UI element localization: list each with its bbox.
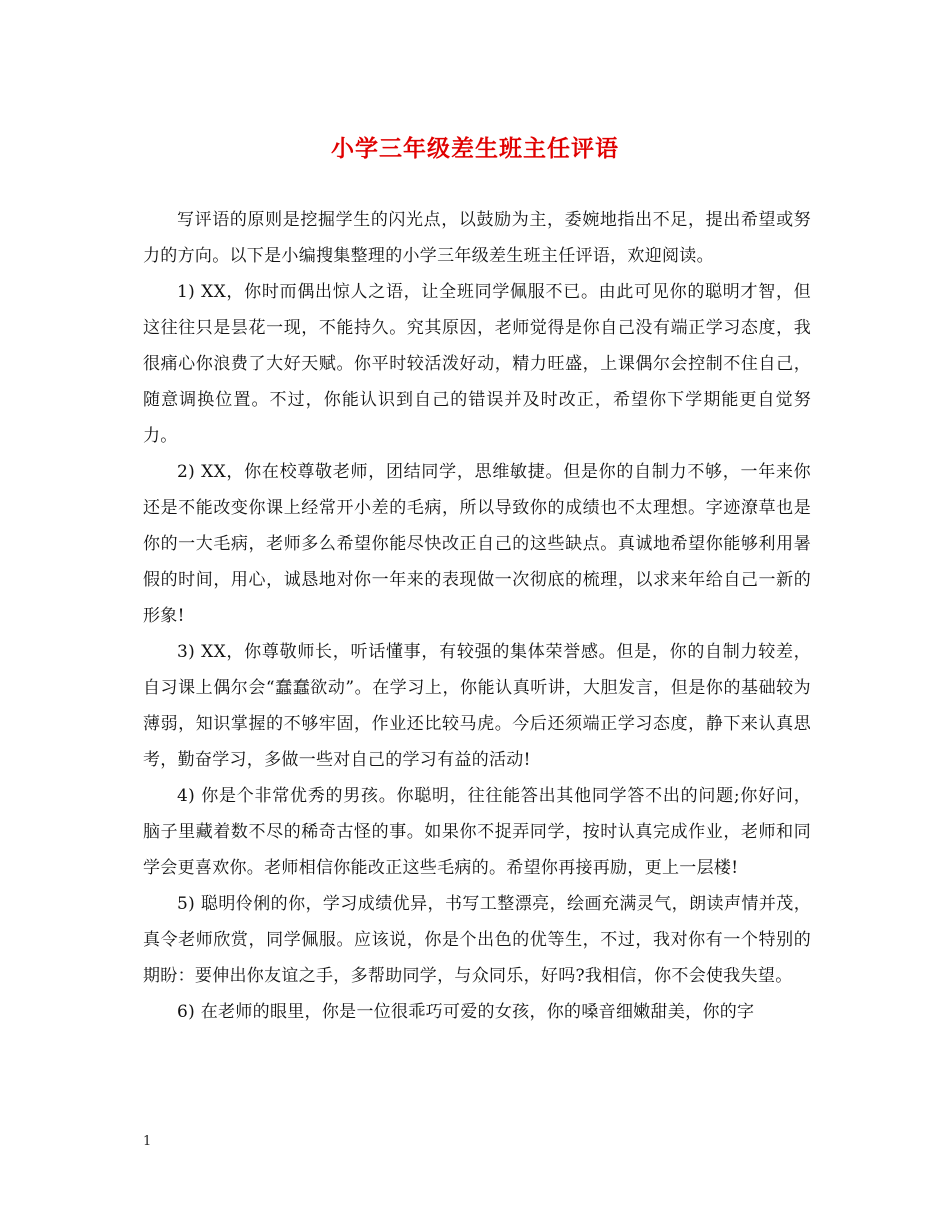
page-number: 1: [143, 1134, 152, 1149]
intro-paragraph: 写评语的原则是挖掘学生的闪光点，以鼓励为主，委婉地指出不足，提出希望或努力的方向。以下是小编搜集整理的小学三年级差生班主任评语，欢迎阅读。: [143, 210, 811, 266]
comment-paragraph-4: 4) 你是个非常优秀的男孩。你聪明，往往能答出其他同学答不出的问题;你好问，脑子里藏着数不尽的稀奇古怪的事。如果你不捉弄同学，按时认真完成作业，老师和同学会更喜欢你。老师相信你能改正这些毛病的。希望你再接再励，更上一层楼!: [143, 786, 811, 878]
document-body: [143, 202, 811, 1030]
comment-paragraph-1: 1) XX，你时而偶出惊人之语，让全班同学佩服不已。由此可见你的聪明才智，但这往往只是昙花一现，不能持久。究其原因，老师觉得是你自己没有端正学习态度，我很痛心你浪费了大好天赋。你平时较活泼好动，精力旺盛，上课偶尔会控制不住自己，随意调换位置。不过，你能认识到自己的错误并及时改正，希望你下学期能更自觉努力。: [143, 282, 811, 446]
document-title: 小学三年级差生班主任评语: [331, 135, 619, 162]
comment-paragraph-2: 2) XX，你在校尊敬老师，团结同学，思维敏捷。但是你的自制力不够，一年来你还是不能改变你课上经常开小差的毛病，所以导致你的成绩也不太理想。字迹潦草也是你的一大毛病，老师多么希望你能尽快改正自己的这些缺点。真诚地希望你能够利用暑假的时间，用心，诚恳地对你一年来的表现做一次彻底的梳理，以求来年给自己一新的形象!: [143, 462, 811, 626]
comment-paragraph-3: 3) XX，你尊敬师长，听话懂事，有较强的集体荣誉感。但是，你的自制力较差，自习课上偶尔会“蠢蠢欲动”。在学习上，你能认真听讲，大胆发言，但是你的基础较为薄弱，知识掌握的不够牢固，作业还比较马虎。今后还须端正学习态度，静下来认真思考，勤奋学习，多做一些对自己的学习有益的活动!: [143, 642, 811, 770]
comment-paragraph-6: 6) 在老师的眼里，你是一位很乖巧可爱的女孩，你的嗓音细嫩甜美，你的字: [177, 1002, 755, 1022]
comment-paragraph-5: 5) 聪明伶俐的你，学习成绩优异，书写工整漂亮，绘画充满灵气，朗读声情并茂，真令老师欣赏，同学佩服。应该说，你是个出色的优等生，不过，我对你有一个特别的期盼：要伸出你友谊之手，多帮助同学，与众同乐，好吗?我相信，你不会使我失望。: [143, 894, 811, 986]
